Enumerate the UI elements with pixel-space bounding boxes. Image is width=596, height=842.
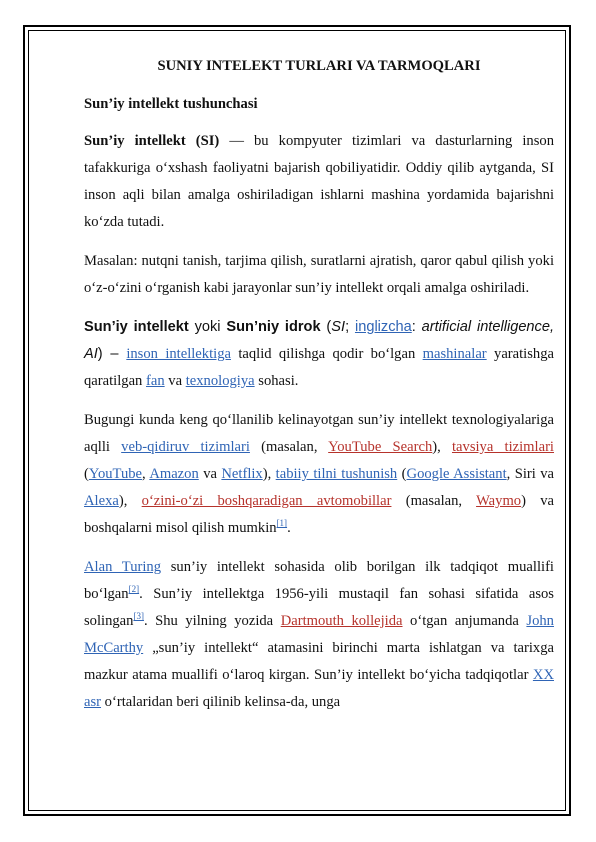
text-fragment: Bugungi kunda keng qo‘llanilib kelinayotgan sun’iy intellekt texnologiyalariga aqlli bbox=[84, 412, 554, 455]
text-fragment: sohasi. bbox=[254, 373, 299, 389]
paragraph-applications bbox=[84, 407, 554, 542]
text-fragment: ( bbox=[84, 466, 89, 482]
link-youtube-search[interactable]: YouTube Search bbox=[328, 439, 433, 455]
text-fragment: ), bbox=[118, 493, 142, 509]
text-fragment: (masalan, bbox=[391, 493, 477, 509]
reference-3[interactable]: [3] bbox=[133, 611, 144, 622]
text-fragment: , Siri va bbox=[506, 466, 554, 482]
reference-1[interactable]: [1] bbox=[276, 518, 288, 529]
text-fragment: ), bbox=[262, 466, 276, 482]
reference-2[interactable]: [2] bbox=[128, 584, 140, 595]
text-fragment: yoki bbox=[188, 319, 227, 335]
text-fragment: o‘tgan anjumanda bbox=[402, 613, 527, 629]
link-amazon[interactable]: Amazon bbox=[149, 466, 199, 482]
paragraph-examples: Masalan: nutqni tanish, tarjima qilish, suratlarni ajratish, qaror qabul qilish yoki o‘z-o‘zini o‘rganish kabi jarayonlar sun’iy intellekt orqali amalga oshiriladi. bbox=[84, 253, 554, 296]
link-xx-asr[interactable]: XX asr bbox=[84, 667, 554, 710]
text-fragment: . Sun’iy intellektga 1956-yili mustaqil fan sohasi sifatida asos solingan bbox=[84, 586, 554, 629]
term-si: Sun’iy intellekt (SI) bbox=[84, 133, 220, 149]
text-fragment: sun’iy intellekt sohasida olib borilgan ilk tadqiqot muallifi bo‘lgan bbox=[84, 559, 554, 602]
link-google-assistant[interactable]: Google Assistant bbox=[406, 466, 507, 482]
text-fragment: ), bbox=[432, 439, 452, 455]
definition-text: — bu kompyuter tizimlari va dasturlarning inson tafakkuriga o‘xshash faoliyatni bajarish qobiliyatidir. Oddiy qilib aytganda, SI inson aqli bilan amalga oshiriladigan ishlarni mashina yordamida bajarishni ko‘zda tutadi. bbox=[84, 133, 554, 230]
link-alan-turing[interactable]: Alan Turing bbox=[84, 559, 162, 575]
link-inson-intellektiga[interactable]: inson intellektiga bbox=[126, 346, 231, 362]
text-fragment: ) va boshqalarni misol qilish mumkin bbox=[84, 493, 554, 536]
link-ozini-ozi-boshqaradigan-avtomobillar[interactable]: o‘zini-o‘zi boshqaradigan avtomobillar bbox=[141, 493, 392, 509]
text-fragment: o‘rtalaridan beri qilinib kelinsa-da, unga bbox=[101, 694, 341, 710]
link-waymo[interactable]: Waymo bbox=[476, 493, 522, 509]
term-suniy-idrok: Sun’niy idrok bbox=[226, 319, 321, 335]
link-dartmouth-kollejida[interactable]: Dartmouth kollejida bbox=[280, 613, 403, 629]
document-title: SUNIY INTELEKT TURLARI VA TARMOQLARI bbox=[157, 58, 481, 74]
text-fragment: „sun’iy intellekt“ atamasini birinchi marta ishlatgan va tarixga mazkur atama muallifi o‘laroq kirgan. Sun’iy intellekt bo‘yicha tadqiqotlar bbox=[84, 640, 554, 683]
text-fragment: va bbox=[198, 466, 222, 482]
text-fragment: ( bbox=[320, 319, 332, 335]
paragraph-wiki-definition bbox=[84, 314, 554, 395]
section-heading: Sun’iy intellekt tushunchasi bbox=[84, 96, 258, 112]
link-alexa[interactable]: Alexa bbox=[84, 493, 119, 509]
abbr-si: SI bbox=[331, 319, 346, 335]
link-tavsiya-tizimlari[interactable]: tavsiya tizimlari bbox=[451, 439, 554, 455]
text-fragment: , bbox=[142, 466, 150, 482]
term-suniy-intellekt: Sun’iy intellekt bbox=[84, 319, 189, 335]
english-term: artificial intelligence, AI bbox=[84, 319, 555, 362]
text-fragment: yaratishga qaratilgan bbox=[84, 346, 554, 389]
link-fan[interactable]: fan bbox=[146, 373, 165, 389]
link-veb-qidiruv-tizimlari[interactable]: veb-qidiruv tizimlari bbox=[121, 439, 250, 455]
link-inglizcha[interactable]: inglizcha bbox=[354, 319, 412, 335]
text-fragment: va bbox=[164, 373, 186, 389]
link-tabiiy-tilni-tushunish[interactable]: tabiiy tilni tushunish bbox=[275, 466, 398, 482]
text-fragment: . Shu yilning yozida bbox=[143, 613, 281, 629]
text-fragment: : bbox=[411, 319, 422, 335]
paragraph-history bbox=[84, 554, 554, 716]
text-fragment: (masalan, bbox=[249, 439, 329, 455]
text-fragment: taqlid qilishga qodir bo‘lgan bbox=[230, 346, 423, 362]
link-john-mccarthy[interactable]: John McCarthy bbox=[84, 613, 554, 656]
link-netflix[interactable]: Netflix bbox=[221, 466, 263, 482]
link-texnologiya[interactable]: texnologiya bbox=[185, 373, 255, 389]
text-fragment: . bbox=[287, 520, 291, 536]
paragraph-definition bbox=[84, 128, 554, 236]
text-fragment: ( bbox=[397, 466, 407, 482]
text-fragment: ) – bbox=[97, 346, 127, 362]
link-mashinalar[interactable]: mashinalar bbox=[422, 346, 487, 362]
text-fragment: ; bbox=[345, 319, 355, 335]
link-youtube[interactable]: YouTube bbox=[88, 466, 143, 482]
document-body bbox=[84, 54, 554, 716]
